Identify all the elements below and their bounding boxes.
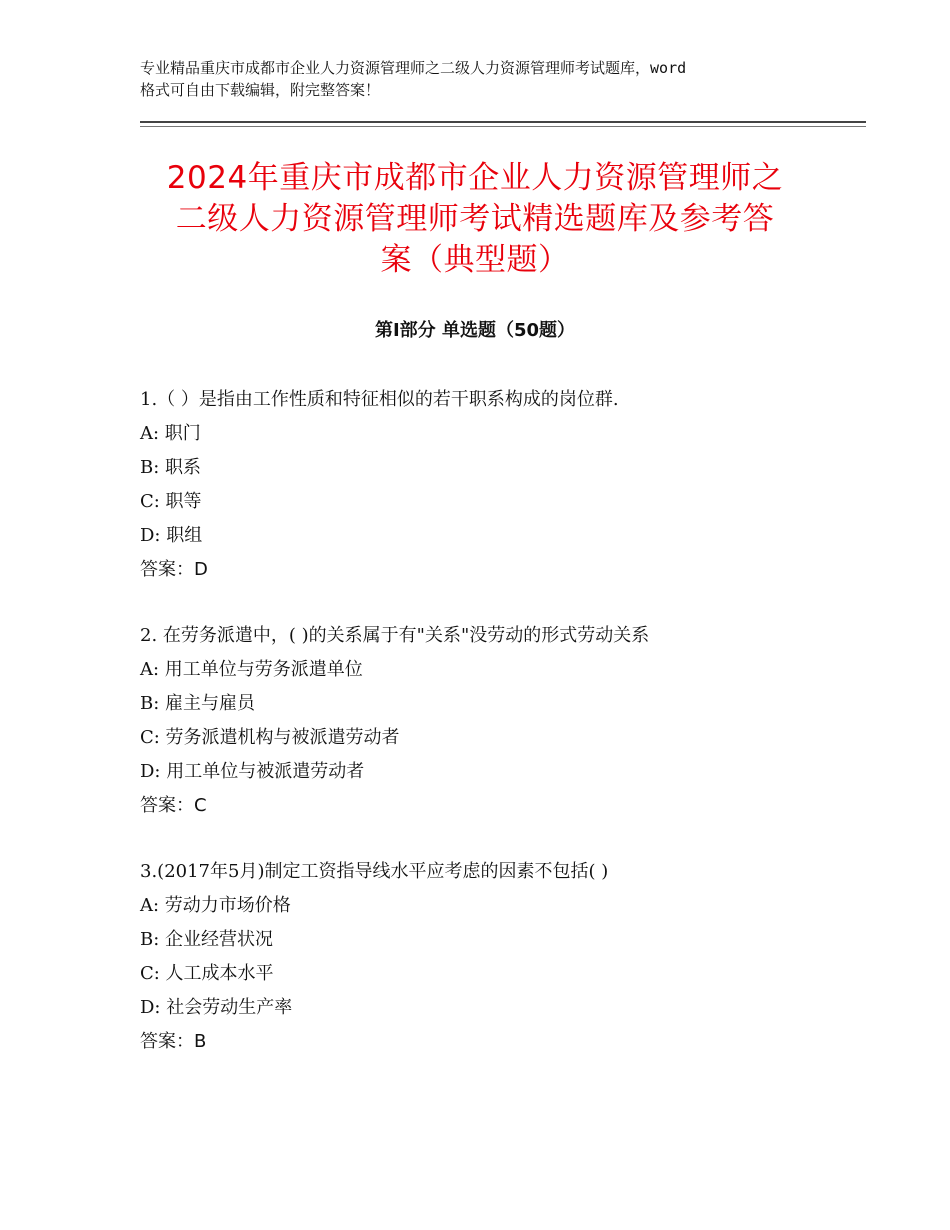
section-title: 第Ⅰ部分 单选题（50题） <box>374 320 575 341</box>
option-d: D: 社会劳动生产率 <box>140 997 293 1018</box>
answer: 答案：B <box>140 1031 207 1052</box>
question-stem: 1.（ ）是指由工作性质和特征相似的若干职系构成的岗位群. <box>140 389 619 410</box>
title-line: 二级人力资源管理师考试精选题库及参考答 <box>175 201 775 237</box>
header-line: 专业精品重庆市成都市企业人力资源管理师之二级人力资源管理师考试题库，word <box>140 59 687 77</box>
option-d: D: 职组 <box>140 525 203 546</box>
question-list <box>140 383 860 1091</box>
option-c: C: 人工成本水平 <box>140 963 274 984</box>
document-title <box>120 158 830 281</box>
header-divider <box>140 121 866 123</box>
option-b: B: 职系 <box>140 457 202 478</box>
question-item <box>140 383 860 587</box>
option-a: A: 用工单位与劳务派遣单位 <box>140 659 363 680</box>
question-stem: 2. 在劳务派遣中，( )的关系属于有"关系"没劳动的形式劳动关系 <box>140 625 650 646</box>
option-c: C: 劳务派遣机构与被派遣劳动者 <box>140 727 400 748</box>
header-line: 格式可自由下载编辑，附完整答案！ <box>140 81 381 99</box>
option-a: A: 职门 <box>140 423 201 444</box>
answer: 答案：C <box>140 795 207 816</box>
title-line: 案（典型题） <box>380 242 570 278</box>
option-c: C: 职等 <box>140 491 202 512</box>
answer: 答案：D <box>140 559 208 580</box>
option-d: D: 用工单位与被派遣劳动者 <box>140 761 365 782</box>
option-b: B: 雇主与雇员 <box>140 693 256 714</box>
option-a: A: 劳动力市场价格 <box>140 895 291 916</box>
title-line: 2024年重庆市成都市企业人力资源管理师之 <box>166 160 784 196</box>
question-stem: 3.(2017年5月)制定工资指导线水平应考虑的因素不包括( ) <box>140 861 609 882</box>
question-item <box>140 855 860 1059</box>
option-b: B: 企业经营状况 <box>140 929 274 950</box>
header-divider-thin <box>140 126 866 127</box>
question-item <box>140 619 860 823</box>
document-header <box>140 57 820 101</box>
